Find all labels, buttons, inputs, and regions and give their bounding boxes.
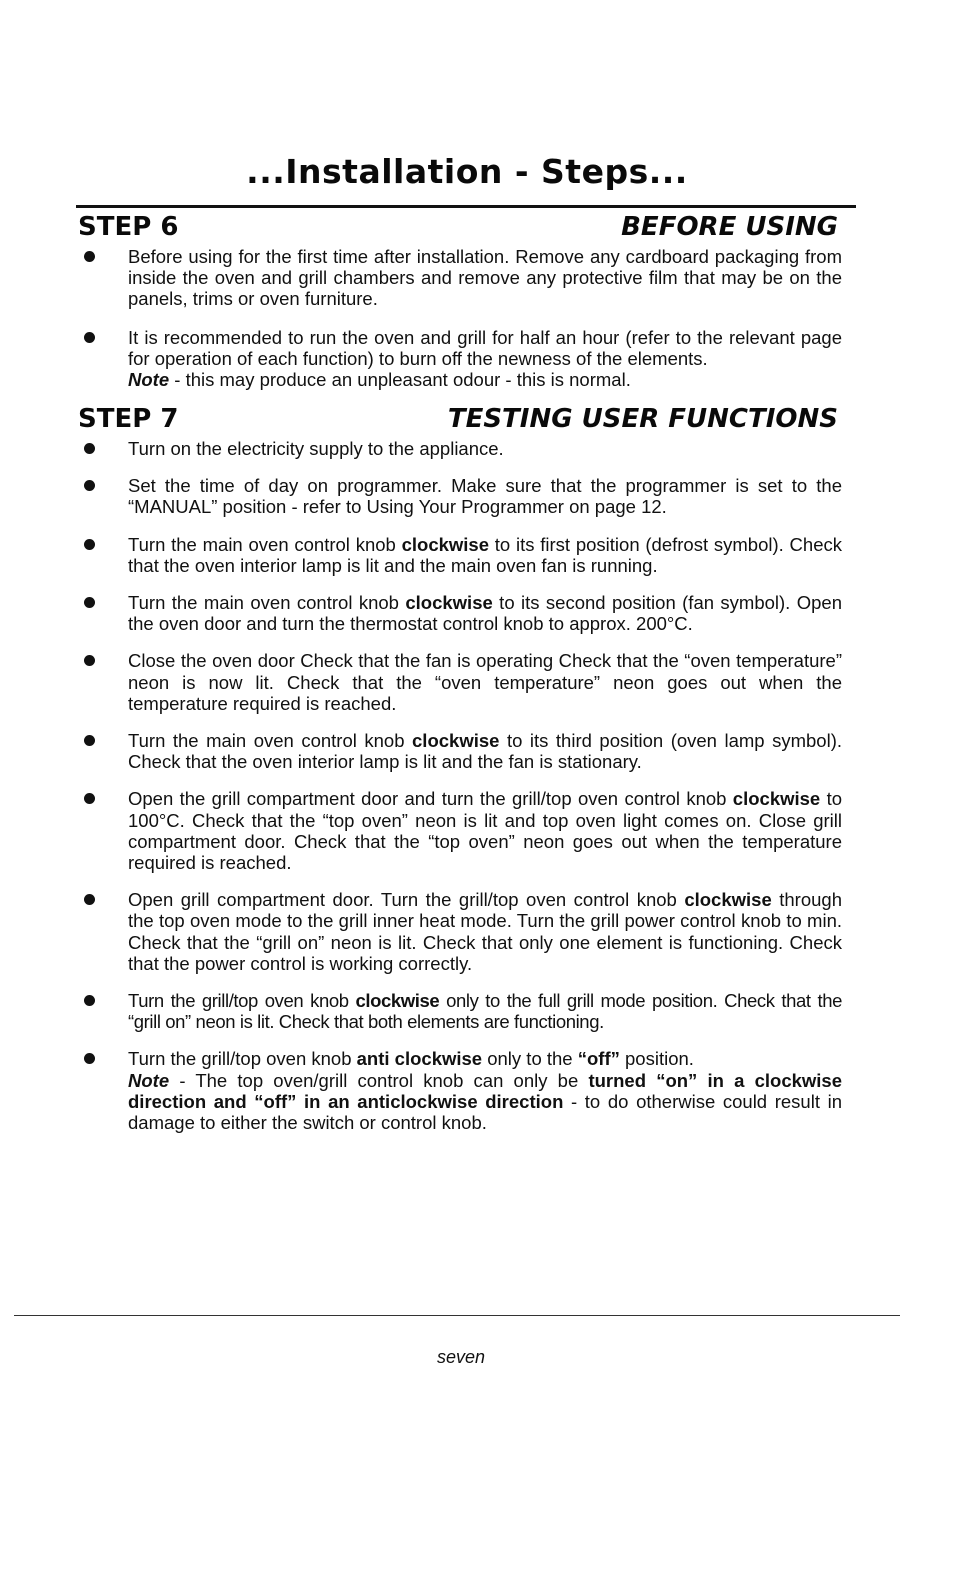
title-divider (76, 205, 856, 208)
item-text: to its second position (fan symbol). Open the oven door and turn the thermostat control knob to approx. 200°C. (128, 592, 842, 635)
list-item (84, 327, 842, 391)
page-number: seven (436, 1347, 486, 1367)
footer-divider (14, 1315, 900, 1316)
bullet-icon (84, 443, 95, 454)
item-text: to its third position (oven lamp symbol). Check that the oven interior lamp is lit and the fan is stationary. (128, 730, 842, 773)
note-label: Note (128, 1069, 170, 1091)
step-6-title: BEFORE USING (621, 212, 838, 242)
bullet-icon (84, 793, 95, 804)
bullet-icon (84, 655, 95, 666)
item-text: position. (619, 1048, 694, 1070)
bullet-icon (84, 894, 95, 905)
item-text: only to the full grill mode position. Check that the “grill on” neon is lit. Check that both elements are functioning. (128, 990, 842, 1033)
note-label: Note (128, 369, 170, 391)
list-item (84, 534, 842, 576)
item-text: Turn the grill/top oven knob (128, 1048, 357, 1070)
item-emphasis: clockwise (732, 788, 821, 810)
step-6-list (84, 246, 842, 390)
bullet-icon (84, 539, 95, 550)
bullet-icon (84, 995, 95, 1006)
list-item (84, 438, 842, 459)
item-text: only to the (482, 1048, 578, 1070)
list-item (84, 788, 842, 873)
item-emphasis: clockwise (401, 533, 490, 555)
step-7-number: STEP 7 (78, 404, 179, 434)
item-text: Turn the grill/top oven knob (128, 990, 356, 1012)
bullet-icon (84, 480, 95, 491)
step-7-title: TESTING USER FUNCTIONS (447, 404, 838, 434)
note-text: - this may produce an unpleasant odour - this is normal. (169, 369, 631, 391)
bullet-icon (84, 735, 95, 746)
list-item (84, 592, 842, 634)
list-item (84, 650, 842, 714)
item-emphasis: clockwise (412, 730, 500, 752)
item-text: Turn the main oven control knob (128, 533, 402, 555)
step-7-heading (78, 404, 838, 436)
step-7-list (84, 438, 842, 1133)
item-emphasis: anti clockwise (356, 1048, 483, 1070)
item-text: Close the oven door Check that the fan is operating Check that the “oven temperature” neon is now lit. Check that the “oven temperature” neon goes out when the temperature required is reached. (128, 650, 842, 714)
list-item (84, 889, 842, 974)
item-emphasis: clockwise (405, 592, 493, 614)
list-item (84, 990, 842, 1032)
item-text: Set the time of day on programmer. Make sure that the programmer is set to the “MANUAL” position - refer to Using Your Programmer on page 12. (128, 475, 842, 518)
step-6-number: STEP 6 (78, 212, 179, 242)
note-text: - The top oven/grill control knob can only be (169, 1069, 589, 1091)
item-text: Turn the main oven control knob (128, 592, 406, 614)
item-text: to its first position (defrost symbol). Check that the oven interior lamp is lit and the main oven fan is running. (128, 533, 842, 576)
item-emphasis: clockwise (355, 990, 440, 1012)
note-text: - to do otherwise could result in damage to either the switch or control knob. (128, 1090, 842, 1134)
note-emphasis: turned “on” in a clockwise direction and “off” in an anticlockwise direction (128, 1069, 842, 1112)
bullet-icon (84, 251, 95, 262)
bullet-icon (84, 597, 95, 608)
list-item (84, 246, 842, 310)
list-item (84, 730, 842, 772)
item-emphasis: clockwise (684, 889, 772, 911)
item-text: It is recommended to run the oven and grill for half an hour (refer to the relevant page for operation of each function) to burn off the newness of the elements. (128, 326, 842, 369)
bullet-icon (84, 1053, 95, 1064)
item-emphasis: “off” (577, 1048, 620, 1070)
bullet-icon (84, 332, 95, 343)
item-text: Turn the main oven control knob (128, 730, 413, 752)
item-text: to 100°C. Check that the “top oven” neon is lit and top oven light comes on. Close grill compartment door. Check that the “top oven” neon goes out when the temperature required is reached. (128, 788, 842, 874)
item-text: Turn on the electricity supply to the appliance. (128, 438, 504, 459)
list-item (84, 475, 842, 517)
item-text: through the top oven mode to the grill inner heat mode. Turn the grill power control knob to min. Check that the “grill on” neon is lit. Check that only one element is functioning. Check that the power control is working correctly. (128, 889, 842, 974)
page-title: ...Installation - Steps... (246, 152, 688, 191)
item-text: Open the grill compartment door and turn the grill/top oven control knob (128, 788, 733, 810)
list-item (84, 1048, 842, 1133)
item-text: Before using for the first time after installation. Remove any cardboard packaging from inside the oven and grill chambers and remove any protective film that may be on the panels, trims or oven furniture. (128, 246, 842, 310)
step-6-heading (78, 212, 838, 244)
item-text: Open grill compartment door. Turn the grill/top oven control knob (128, 889, 685, 911)
